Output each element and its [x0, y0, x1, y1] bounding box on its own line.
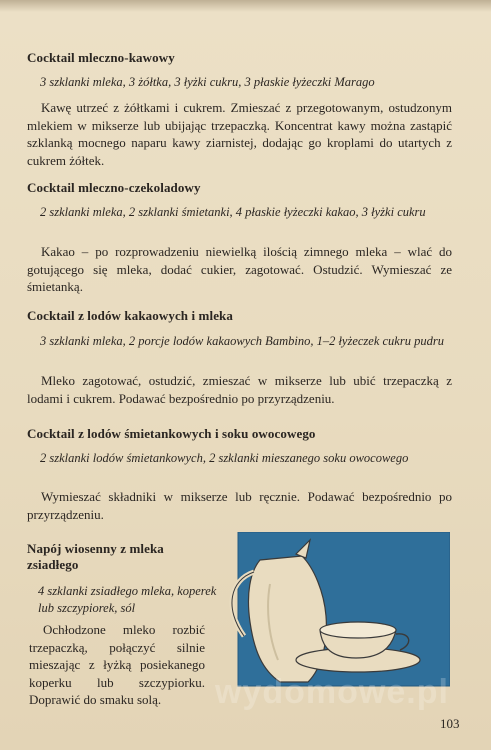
recipe-title-cream-icecream-juice-cocktail: Cocktail z lodów śmietankowych i soku owocowego — [27, 426, 316, 441]
recipe-title-spring-drink — [27, 541, 164, 573]
recipe-method-spring-drink: Ochłodzone mleko rozbić trzepaczką, połączyć silnie mieszając z łyżką posiekanego koperku lub szczypiorku. Doprawić do smaku solą. — [29, 622, 205, 707]
recipe-ingredients-cream-icecream-juice-cocktail: 2 szklanki lodów śmietankowych, 2 szklanki mieszanego soku owocowego — [40, 451, 409, 465]
recipe-method-chocolate-cocktail: Kakao – po rozprowadzeniu niewielką ilością zimnego mleka – wlać do gotującego się mleka, dodać cukier, zagotować. Ostudzić. Wymieszać ze śmietanką. — [27, 244, 452, 294]
recipe-method-coffee-cocktail: Kawę utrzeć z żółtkami i cukrem. Zmieszać z przegotowanym, ostudzonym mlekiem w mikserze lub ubijając trzepaczką. Koncentrat kawy można zastąpić szklanką mocnego naparu kawy ziarnistej, dodając go kroplami do utartych z cukrem żółtek. — [27, 100, 452, 168]
recipe-method-cocoa-icecream-cocktail: Mleko zagotować, ostudzić, zmieszać w mikserze lub ubić trzepaczką z lodami i cukrem. Podawać bezpośrednio po przyrządzeniu. — [27, 373, 452, 406]
page-number: 103 — [440, 716, 460, 731]
recipe-method-cream-icecream-juice-cocktail: Wymieszać składniki w mikserze lub ręcznie. Podawać bezpośrednio po przyrządzeniu. — [27, 489, 452, 522]
page-top-shadow — [0, 0, 491, 12]
recipe-title-cocoa-icecream-cocktail: Cocktail z lodów kakaowych i mleka — [27, 308, 233, 323]
jug-and-cup-illustration — [210, 532, 450, 690]
recipe-title-chocolate-cocktail: Cocktail mleczno-czekoladowy — [27, 180, 201, 195]
site-watermark: wydomowe.pl — [215, 673, 449, 711]
recipe-ingredients-chocolate-cocktail: 2 szklanki mleka, 2 szklanki śmietanki, 4 płaskie łyżeczki kakao, 3 łyżki cukru — [40, 205, 426, 219]
jug-cup-icon — [210, 532, 450, 690]
recipe-title-spring-drink-line1: Napój wiosenny z mleka — [27, 541, 164, 556]
recipe-title-spring-drink-line2: zsiadłego — [27, 557, 79, 572]
recipe-ingredients-cocoa-icecream-cocktail: 3 szklanki mleka, 2 porcje lodów kakaowych Bambino, 1–2 łyżeczek cukru pudru — [40, 334, 444, 348]
recipe-ingredients-spring-drink: 4 szklanki zsiadłego mleka, koperek lub szczypiorek, sól — [38, 584, 217, 615]
recipe-title-coffee-cocktail: Cocktail mleczno-kawowy — [27, 50, 175, 65]
recipe-ingredients-coffee-cocktail: 3 szklanki mleka, 3 żółtka, 3 łyżki cukru, 3 płaskie łyżeczki Marago — [40, 75, 375, 89]
